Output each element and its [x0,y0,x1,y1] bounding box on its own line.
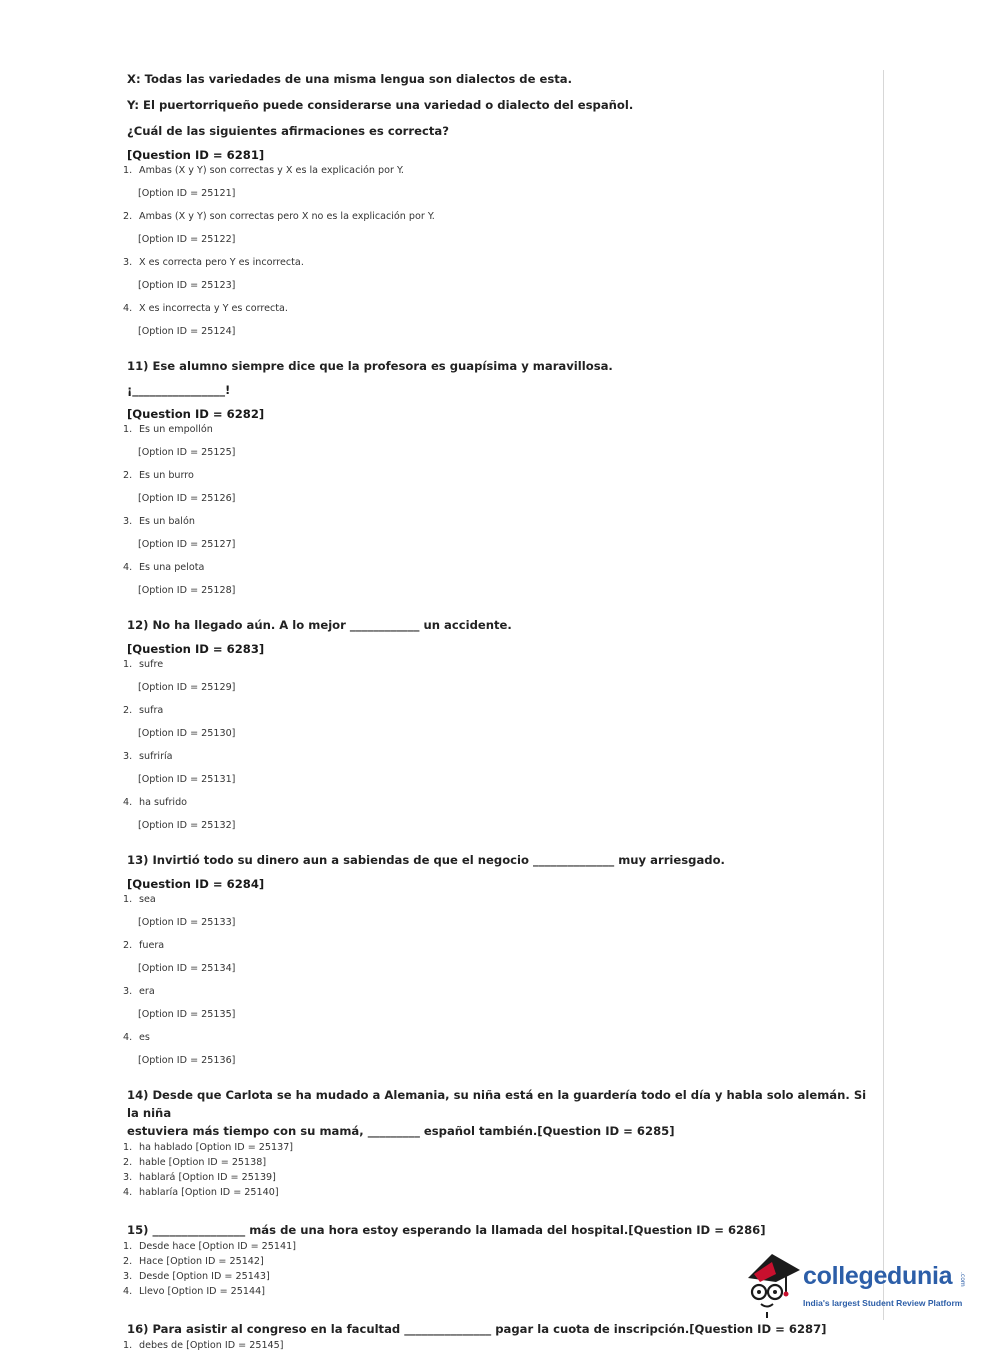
option-item: 1. Desde hace [Option ID = 25141] [123,1241,296,1252]
option-text: Ambas (X y Y) son correctas y X es la explicación por Y. [139,165,404,176]
page-border-line [883,70,884,1320]
options-list [123,892,872,1068]
option-item: 2. Hace [Option ID = 25142] [123,1256,264,1267]
option-item: 4. X es incorrecta y Y es correcta. [Option ID = 25124] [123,301,872,339]
option-item: 2. Ambas (X y Y) son correctas pero X no es la explicación por Y. [Option ID = 25122] [123,209,872,247]
option-item: 1. ha hablado [Option ID = 25137] [123,1142,294,1153]
question-text: 15) ________________ más de una hora estoy esperando la llamada del hospital.[Question ID = 6286] [127,1223,766,1237]
option-id: [Option ID = 25133] [138,917,236,928]
question-text: 12) No ha llegado aún. A lo mejor ____________ un accidente. [127,618,512,632]
question-text-continued: estuviera más tiempo con su mamá, _________ español también.[Question ID = 6285] [127,1124,675,1138]
option-item: 3. hablará [Option ID = 25139] [123,1172,276,1183]
question-text: 14) Desde que Carlota se ha mudado a Alemania, su niña está en la guardería todo el día y habla solo alemán. Si la niña [127,1088,867,1120]
options-list [123,422,872,598]
option-item: 4. Llevo [Option ID = 25144] [123,1286,265,1297]
question-text: 13) Invirtió todo su dinero aun a sabiendas de que el negocio ______________ muy arriesgado. [127,853,725,867]
option-text: Es un balón [139,516,195,527]
option-text: Desde hace [Option ID = 25141] [139,1241,296,1252]
option-item: 1. Es un empollón [Option ID = 25125] [123,422,872,460]
option-id: [Option ID = 25122] [138,234,236,245]
question-6282 [123,357,872,598]
question-6285 [123,1086,872,1200]
option-text: ha hablado [Option ID = 25137] [139,1142,294,1153]
option-item: 1. sea [Option ID = 25133] [123,892,872,930]
option-item: 3. sufriría [Option ID = 25131] [123,749,872,787]
option-item: 4. es [Option ID = 25136] [123,1030,872,1068]
option-id: [Option ID = 25129] [138,682,236,693]
option-item: 1. Ambas (X y Y) son correctas y X es la explicación por Y. [Option ID = 25121] [123,163,872,201]
statement-x: X: Todas las variedades de una misma lengua son dialectos de esta. [127,72,572,86]
option-text: fuera [139,940,165,951]
option-item: 3. Desde [Option ID = 25143] [123,1271,270,1282]
option-item: 3. era [Option ID = 25135] [123,984,872,1022]
option-item: 1. debes de [Option ID = 25145] [123,1340,284,1351]
option-item: 4. Es una pelota [Option ID = 25128] [123,560,872,598]
question-text: 11) Ese alumno siempre dice que la profesora es guapísima y maravillosa. [127,359,613,373]
logo-wordmark: collegedunia [803,1262,953,1290]
option-id: [Option ID = 25135] [138,1009,236,1020]
options-list [123,163,872,339]
option-text: Ambas (X y Y) son correctas pero X no es la explicación por Y. [139,211,435,222]
question-id: [Question ID = 6283] [127,642,265,656]
option-id: [Option ID = 25128] [138,585,236,596]
option-id: [Option ID = 25124] [138,326,236,337]
option-id: [Option ID = 25131] [138,774,236,785]
question-id: [Question ID = 6282] [127,407,265,421]
option-item: 2. hable [Option ID = 25138] [123,1157,267,1168]
option-text: sufre [139,659,164,670]
question-6287 [123,1320,872,1353]
option-text: hable [Option ID = 25138] [139,1157,267,1168]
options-list [123,1338,872,1353]
option-id: [Option ID = 25127] [138,539,236,550]
question-6284 [123,851,872,1068]
option-id: [Option ID = 25125] [138,447,236,458]
option-text: Desde [Option ID = 25143] [139,1271,270,1282]
option-text: sufriría [139,751,173,762]
mascot-icon [742,1252,804,1318]
option-text: es [139,1032,150,1043]
option-id: [Option ID = 25132] [138,820,236,831]
question-6281 [123,148,872,339]
option-text: Llevo [Option ID = 25144] [139,1286,265,1297]
option-item: 4. ha sufrido [Option ID = 25132] [123,795,872,833]
option-id: [Option ID = 25134] [138,963,236,974]
option-text: hablará [Option ID = 25139] [139,1172,276,1183]
option-item: 2. sufra [Option ID = 25130] [123,703,872,741]
option-item: 4. hablaría [Option ID = 25140] [123,1187,279,1198]
option-text: Hace [Option ID = 25142] [139,1256,264,1267]
question-id: [Question ID = 6281] [127,148,265,162]
option-text: hablaría [Option ID = 25140] [139,1187,279,1198]
statement-y: Y: El puertorriqueño puede considerarse una variedad o dialecto del español. [127,98,634,112]
question-6283 [123,616,872,833]
option-id: [Option ID = 25121] [138,188,236,199]
option-text: Es un empollón [139,424,213,435]
option-text: X es incorrecta y Y es correcta. [139,303,288,314]
option-text: X es correcta pero Y es incorrecta. [139,257,304,268]
option-text: ha sufrido [139,797,188,808]
option-text: sea [139,894,156,905]
document-content [123,72,872,1353]
option-text: sufra [139,705,164,716]
option-id: [Option ID = 25130] [138,728,236,739]
option-item: 1. sufre [Option ID = 25129] [123,657,872,695]
option-item: 3. X es correcta pero Y es incorrecta. [Option ID = 25123] [123,255,872,293]
options-list [123,1140,872,1200]
option-id: [Option ID = 25136] [138,1055,236,1066]
option-text: Es un burro [139,470,194,481]
options-list [123,657,872,833]
answer-blank: ¡________________! [127,383,231,397]
option-item: 2. Es un burro [Option ID = 25126] [123,468,872,506]
option-text: debes de [Option ID = 25145] [139,1340,284,1351]
logo-tagline: India's largest Student Review Platform [803,1298,963,1308]
logo-dotcom: .com [959,1272,966,1287]
question-text: 16) Para asistir al congreso en la facultad _______________ pagar la cuota de inscripción.[Question ID = 6287] [127,1322,827,1336]
collegedunia-logo [742,1252,972,1322]
option-id: [Option ID = 25126] [138,493,236,504]
question-prompt: ¿Cuál de las siguientes afirmaciones es correcta? [127,124,449,138]
option-id: [Option ID = 25123] [138,280,236,291]
option-item: 3. Es un balón [Option ID = 25127] [123,514,872,552]
option-text: Es una pelota [139,562,205,573]
option-text: era [139,986,155,997]
option-item: 2. fuera [Option ID = 25134] [123,938,872,976]
question-id: [Question ID = 6284] [127,877,265,891]
